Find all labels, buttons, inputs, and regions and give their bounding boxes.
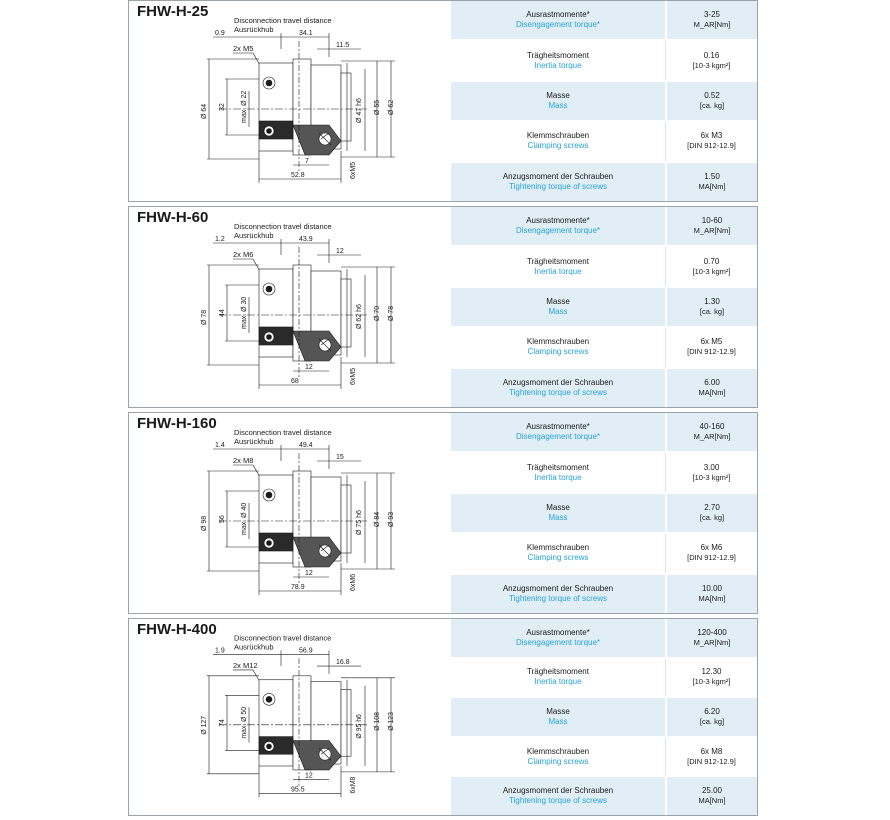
spec-row <box>451 82 757 122</box>
coupling-drawing-svg <box>129 619 449 815</box>
length-dim: 95.5 <box>291 786 305 794</box>
spec-label-cell <box>451 328 665 366</box>
section-title: FHW-H-160 <box>137 415 217 432</box>
section-title: FHW-H-400 <box>137 621 217 638</box>
technical-drawing <box>129 619 449 815</box>
spec-label-en: Disengagement torque* <box>515 637 601 647</box>
spec-unit: [ca. kg] <box>699 307 725 317</box>
spec-label-en: Disengagement torque* <box>515 432 601 442</box>
spec-label-en: Tightening torque of screws <box>509 796 607 806</box>
spec-unit: [DIN 912-12.9] <box>687 756 736 766</box>
ausrueckhub-label: Ausrückhub <box>234 25 274 34</box>
spec-row <box>451 738 757 778</box>
spec-value: 40-160 <box>699 422 725 432</box>
spec-row <box>451 369 757 407</box>
spec-label-de: Trägheitsmoment <box>527 256 589 266</box>
spec-value: 6x M3 <box>700 131 723 141</box>
spec-row <box>451 207 757 247</box>
spec-unit: [10-3 kgm²] <box>692 60 731 70</box>
spec-row <box>451 413 757 453</box>
spec-row <box>451 619 757 659</box>
spec-value: 6x M6 <box>700 543 723 553</box>
spec-value-cell <box>665 575 757 613</box>
spec-row <box>451 777 757 815</box>
travel-right-dim: 49.4 <box>299 442 313 449</box>
spec-value-cell <box>665 288 757 326</box>
height-dim: 74 <box>218 719 227 727</box>
spec-unit: [DIN 912-12.9] <box>687 553 736 563</box>
technical-drawing <box>129 1 449 201</box>
spec-label-cell <box>451 534 665 572</box>
mid-diameter-dim: Ø 108 <box>373 712 382 731</box>
spec-label-cell <box>451 122 665 160</box>
spec-unit: [ca. kg] <box>699 716 725 726</box>
product-section-1 <box>128 206 758 408</box>
spec-label-cell <box>451 163 665 201</box>
spec-value: 1.30 <box>704 297 720 307</box>
spec-label-en: Mass <box>548 716 568 726</box>
spec-value-cell <box>665 413 757 451</box>
spec-unit: MA[Nm] <box>698 593 726 603</box>
spec-value-cell <box>665 1 757 39</box>
outer-diameter-dim: Ø 127 <box>200 715 209 735</box>
travel-distance-label: Disconnection travel distance <box>234 428 332 437</box>
height-dim: 56 <box>219 515 226 523</box>
spec-label-cell <box>451 413 665 451</box>
spec-value-cell <box>665 659 757 697</box>
ausrueckhub-label: Ausrückhub <box>234 231 274 240</box>
right-top-dim: 11.5 <box>336 42 350 49</box>
spec-value-cell <box>665 494 757 532</box>
small-dim: 7 <box>305 158 309 165</box>
spec-unit: [DIN 912-12.9] <box>687 347 736 357</box>
small-dim: 12 <box>305 570 313 577</box>
screw-label: 2x M6 <box>233 250 254 259</box>
spec-label-de: Ausrastmomente* <box>526 216 590 226</box>
section-title: FHW-H-60 <box>137 209 209 226</box>
spec-value-cell <box>665 453 757 491</box>
spec-value-cell <box>665 247 757 285</box>
side-screw-label: 6xM5 <box>350 161 357 179</box>
spec-label-en: Mass <box>548 101 568 111</box>
spec-label-de: Ausrastmomente* <box>526 422 590 432</box>
spec-label-de: Masse <box>546 706 570 716</box>
spec-table <box>451 619 757 815</box>
spec-value-cell <box>665 41 757 79</box>
spec-row <box>451 163 757 201</box>
spec-unit: [10-3 kgm²] <box>692 472 731 482</box>
bore-dim: max. Ø 50 <box>240 706 249 739</box>
screw-label: 2x M8 <box>233 456 254 465</box>
outer-diameter-dim: Ø 98 <box>201 515 208 531</box>
travel-distance-label: Disconnection travel distance <box>234 633 332 643</box>
spec-label-de: Klemmschrauben <box>526 337 590 347</box>
spec-label-cell <box>451 738 665 776</box>
spec-row <box>451 41 757 81</box>
spec-value: 6.20 <box>704 706 720 716</box>
spec-unit: [10-3 kgm²] <box>692 266 731 276</box>
spec-row <box>451 534 757 574</box>
product-section-2 <box>128 412 758 614</box>
spec-value: 120-400 <box>697 627 727 637</box>
spec-table <box>451 1 757 201</box>
technical-drawing <box>129 207 449 407</box>
bore-dim: max. Ø 22 <box>241 90 248 123</box>
spec-label-cell <box>451 698 665 736</box>
spec-value-cell <box>665 619 757 657</box>
spec-unit: [ca. kg] <box>699 101 725 111</box>
spec-value-cell <box>665 163 757 201</box>
spec-label-de: Anzugsmoment der Schrauben <box>502 377 614 387</box>
shaft-dim: Ø 95 h6 <box>355 714 364 739</box>
spec-label-de: Masse <box>546 503 570 513</box>
section-title: FHW-H-25 <box>137 3 209 20</box>
spec-value: 6x M5 <box>700 337 723 347</box>
spec-row <box>451 494 757 534</box>
spec-value: 0.70 <box>703 256 720 266</box>
spec-row <box>451 453 757 493</box>
spec-label-de: Trägheitsmoment <box>527 50 589 60</box>
spec-label-cell <box>451 619 665 657</box>
spec-value: 10-60 <box>701 216 723 226</box>
spec-unit: [ca. kg] <box>699 513 725 523</box>
bore-dim: max. Ø 30 <box>241 296 248 329</box>
travel-left-dim: 1.4 <box>215 442 225 449</box>
spec-label-en: Clamping screws <box>527 347 589 357</box>
spec-label-de: Masse <box>546 297 570 307</box>
product-section-0 <box>128 0 758 202</box>
mid-diameter-dim: Ø 70 <box>374 305 381 321</box>
spec-value: 12.30 <box>701 667 722 677</box>
spec-row <box>451 659 757 699</box>
right-top-dim: 15 <box>336 454 344 461</box>
spec-label-en: Inertia torque <box>534 677 582 687</box>
bore-dim: max. Ø 40 <box>241 502 248 535</box>
height-dim: 44 <box>219 309 226 317</box>
spec-unit: M_AR[Nm] <box>693 432 731 442</box>
height-dim: 32 <box>219 103 226 111</box>
spec-label-en: Disengagement torque* <box>515 20 601 30</box>
spec-value-cell <box>665 698 757 736</box>
spec-label-en: Inertia torque <box>534 266 582 276</box>
technical-drawing <box>129 413 449 613</box>
spec-unit: M_AR[Nm] <box>693 226 731 236</box>
spec-value: 6.00 <box>704 377 720 387</box>
spec-label-en: Inertia torque <box>534 472 582 482</box>
coupling-drawing-svg <box>129 207 449 407</box>
spec-unit: M_AR[Nm] <box>693 637 731 647</box>
outer-right-dim: Ø 62 <box>388 99 395 115</box>
travel-right-dim: 34.1 <box>299 30 313 37</box>
small-dim: 12 <box>305 772 313 780</box>
travel-distance-label: Disconnection travel distance <box>234 222 332 231</box>
coupling-drawing-svg <box>129 1 449 201</box>
spec-value: 1.50 <box>704 171 720 181</box>
spec-value-cell <box>665 777 757 815</box>
outer-diameter-dim: Ø 78 <box>201 309 208 325</box>
spec-unit: [DIN 912-12.9] <box>687 141 736 151</box>
spec-label-de: Trägheitsmoment <box>527 667 589 677</box>
screw-label: 2x M12 <box>233 661 258 670</box>
side-screw-label: 6xM5 <box>350 367 357 385</box>
spec-label-en: Clamping screws <box>527 141 589 151</box>
spec-row <box>451 1 757 41</box>
spec-value-cell <box>665 328 757 366</box>
spec-label-cell <box>451 207 665 245</box>
spec-row <box>451 328 757 368</box>
spec-label-en: Clamping screws <box>527 553 589 563</box>
spec-row <box>451 247 757 287</box>
spec-label-de: Klemmschrauben <box>526 746 590 756</box>
spec-label-cell <box>451 82 665 120</box>
spec-value: 25.00 <box>701 786 723 796</box>
travel-left-dim: 1.2 <box>215 236 225 243</box>
coupling-drawing-svg <box>129 413 449 613</box>
spec-label-cell <box>451 494 665 532</box>
spec-value: 2.70 <box>704 503 720 513</box>
side-screw-label: 6xM8 <box>349 776 358 794</box>
spec-unit: M_AR[Nm] <box>693 20 731 30</box>
spec-value: 3-25 <box>703 10 720 20</box>
spec-label-cell <box>451 369 665 407</box>
spec-label-cell <box>451 659 665 697</box>
spec-unit: [10-3 kgm²] <box>692 677 731 687</box>
ausrueckhub-label: Ausrückhub <box>234 642 274 652</box>
mid-diameter-dim: Ø 84 <box>374 511 381 527</box>
spec-value-cell <box>665 534 757 572</box>
spec-label-en: Disengagement torque* <box>515 226 601 236</box>
spec-unit: MA[Nm] <box>698 181 726 191</box>
spec-unit: MA[Nm] <box>698 387 726 397</box>
spec-value-cell <box>665 207 757 245</box>
shaft-dim: Ø 62 h6 <box>356 304 363 329</box>
outer-diameter-dim: Ø 64 <box>201 103 208 119</box>
spec-label-en: Tightening torque of screws <box>509 387 607 397</box>
spec-label-cell <box>451 1 665 39</box>
travel-left-dim: 1.9 <box>215 647 225 655</box>
spec-label-cell <box>451 41 665 79</box>
shaft-dim: Ø 75 h6 <box>356 510 363 535</box>
spec-label-en: Tightening torque of screws <box>509 181 607 191</box>
spec-value: 0.52 <box>704 91 720 101</box>
spec-label-en: Inertia torque <box>534 60 582 70</box>
spec-value-cell <box>665 122 757 160</box>
spec-label-de: Ausrastmomente* <box>526 10 590 20</box>
spec-label-de: Anzugsmoment der Schrauben <box>502 583 614 593</box>
travel-left-dim: 0.9 <box>215 30 225 37</box>
spec-label-de: Ausrastmomente* <box>526 627 590 637</box>
travel-distance-label: Disconnection travel distance <box>234 16 332 25</box>
mid-diameter-dim: Ø 55 <box>374 99 381 115</box>
spec-label-en: Mass <box>548 307 568 317</box>
spec-label-cell <box>451 288 665 326</box>
outer-right-dim: Ø 123 <box>387 712 396 731</box>
spec-label-de: Klemmschrauben <box>526 543 590 553</box>
spec-value: 10.00 <box>701 583 723 593</box>
product-section-3 <box>128 618 758 816</box>
screw-label: 2x M5 <box>233 44 254 53</box>
spec-table <box>451 413 757 613</box>
spec-table <box>451 207 757 407</box>
spec-value-cell <box>665 369 757 407</box>
spec-value-cell <box>665 738 757 776</box>
spec-value-cell <box>665 82 757 120</box>
spec-unit: MA[Nm] <box>698 796 726 806</box>
spec-label-cell <box>451 575 665 613</box>
small-dim: 12 <box>305 364 313 371</box>
spec-label-de: Anzugsmoment der Schrauben <box>502 171 614 181</box>
spec-value: 6x M8 <box>700 746 723 756</box>
length-dim: 52.8 <box>291 172 305 179</box>
travel-right-dim: 43.9 <box>299 236 313 243</box>
outer-right-dim: Ø 93 <box>388 511 395 527</box>
right-top-dim: 12 <box>336 248 344 255</box>
spec-label-de: Trägheitsmoment <box>527 462 589 472</box>
spec-row <box>451 288 757 328</box>
spec-label-cell <box>451 777 665 815</box>
length-dim: 78.9 <box>291 584 305 591</box>
spec-row <box>451 698 757 738</box>
spec-row <box>451 575 757 613</box>
spec-value: 3.00 <box>703 462 720 472</box>
spec-label-cell <box>451 247 665 285</box>
spec-label-de: Anzugsmoment der Schrauben <box>502 786 614 796</box>
spec-label-en: Tightening torque of screws <box>509 593 607 603</box>
spec-label-cell <box>451 453 665 491</box>
length-dim: 68 <box>291 378 299 385</box>
outer-right-dim: Ø 78 <box>388 305 395 321</box>
right-top-dim: 16.8 <box>336 659 350 667</box>
spec-label-de: Klemmschrauben <box>526 131 590 141</box>
spec-label-en: Mass <box>548 513 568 523</box>
ausrueckhub-label: Ausrückhub <box>234 437 274 446</box>
spec-label-en: Clamping screws <box>527 756 589 766</box>
shaft-dim: Ø 47 h6 <box>356 98 363 123</box>
spec-label-de: Masse <box>546 91 570 101</box>
spec-row <box>451 122 757 162</box>
side-screw-label: 6xM6 <box>350 573 357 591</box>
travel-right-dim: 56.9 <box>299 647 313 655</box>
spec-value: 0.16 <box>703 50 720 60</box>
